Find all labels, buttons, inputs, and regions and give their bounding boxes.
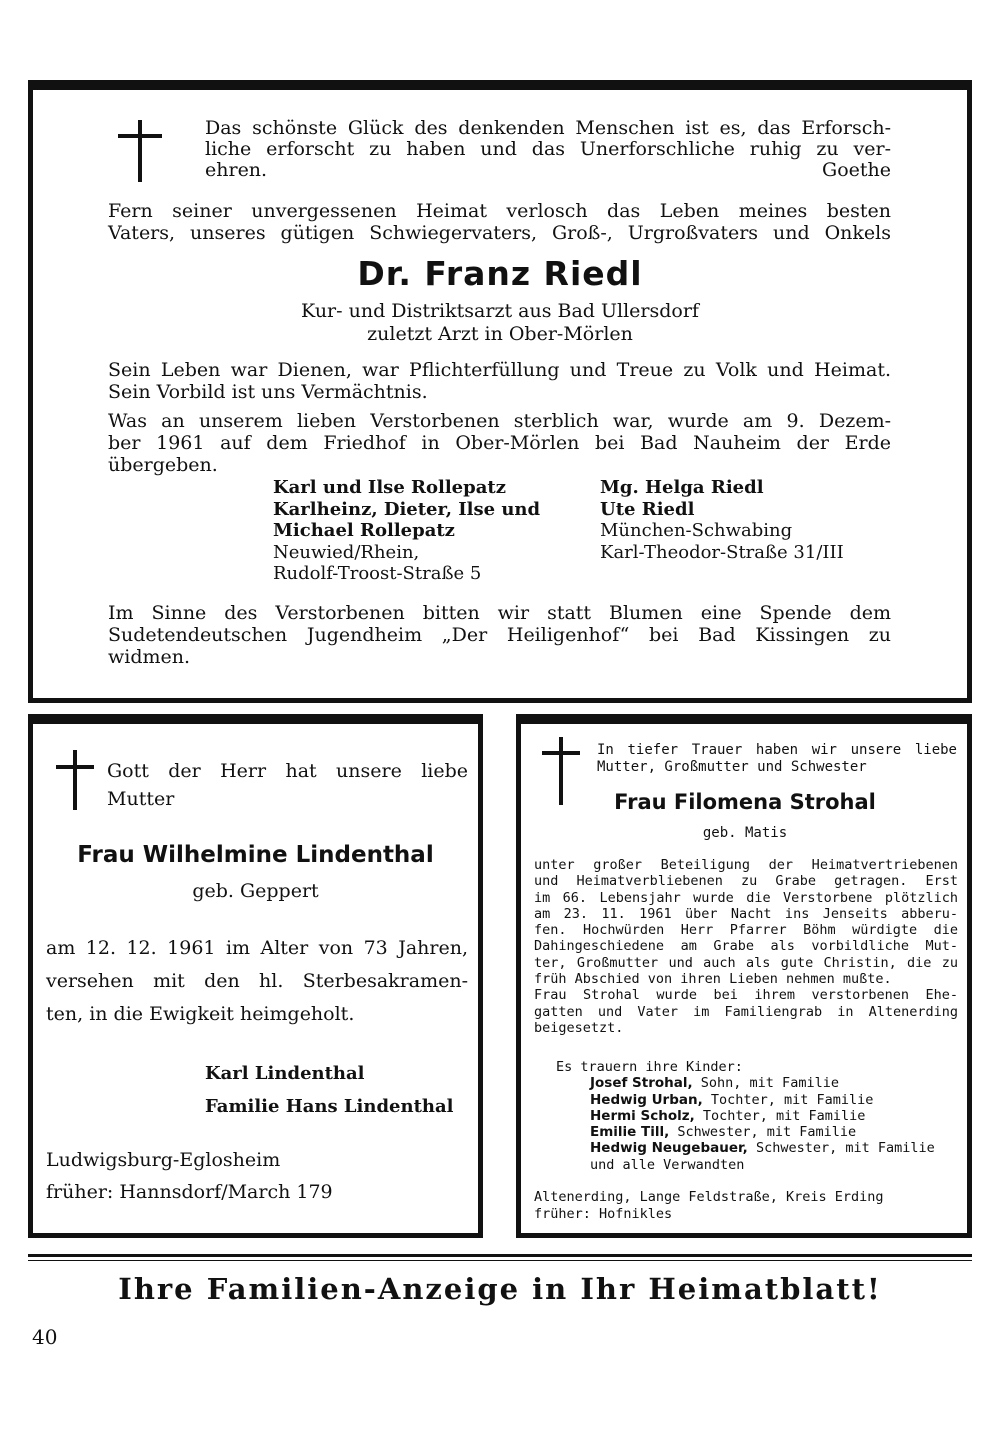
address <box>46 1144 333 1208</box>
intro-line: In tiefer Trauer haben wir unsere liebe <box>597 742 957 758</box>
mourner-name: Hedwig Neugebauer, <box>590 1140 748 1157</box>
cross-icon <box>118 120 162 182</box>
mourner-name: Mg. Helga Riedl <box>600 477 764 498</box>
text-line: ter, Großmutter und auch als gute Christin, die zu <box>534 954 958 971</box>
footer-rule <box>28 1254 972 1257</box>
intro-line: Gott der Herr hat unsere liebe <box>107 760 468 782</box>
text-line: ten, in die Ewigkeit heimgeholt. <box>46 1003 355 1025</box>
deceased-name: Dr. Franz Riedl <box>357 254 643 293</box>
mourner-entry <box>590 1140 935 1156</box>
mourners-left <box>273 477 540 585</box>
mourner-name: Josef Strohal, <box>590 1075 693 1092</box>
mourners-right <box>600 477 844 563</box>
quote-author: Goethe <box>822 159 891 181</box>
text-line: übergeben. <box>108 454 218 476</box>
quote-line: Das schönste Glück des denkenden Menschen ist es, das Erforsch- <box>205 117 891 139</box>
mourner-name: Karl und Ilse Rollepatz <box>273 477 506 498</box>
mourner-name: Michael Rollepatz <box>273 520 455 541</box>
quote-line: ehren. <box>205 159 268 181</box>
mourner-relation: Tochter, mit Familie <box>694 1107 866 1124</box>
mourner-name: Hermi Scholz, <box>590 1107 695 1124</box>
mourner-name: Familie Hans Lindenthal <box>205 1096 454 1117</box>
text-line: am 23. 11. 1961 über Nacht ins Jenseits abberu- <box>534 905 958 922</box>
mourner-address: Rudolf-Troost-Straße 5 <box>273 563 482 584</box>
mourner-relation: Schwester, mit Familie <box>747 1140 935 1157</box>
text-line: früh Abschied von ihren Lieben nehmen mußte. <box>534 971 892 988</box>
mourner-address: Karl-Theodor-Straße 31/III <box>600 541 844 563</box>
intro <box>597 742 957 776</box>
maiden-name: geb. Geppert <box>192 880 319 902</box>
maiden-name: geb. Matis <box>702 825 788 841</box>
title-line: zuletzt Arzt in Ober-Mörlen <box>367 323 633 345</box>
mourner-entry <box>590 1124 935 1140</box>
mourner-address: Neuwied/Rhein, <box>273 541 420 563</box>
intro <box>107 757 468 813</box>
deceased-name: Frau Wilhelmine Lindenthal <box>77 842 434 868</box>
quote <box>205 118 891 181</box>
mourner-address: München-Schwabing <box>600 520 793 541</box>
text-line: im 66. Lebensjahr wurde die Verstorbene plötzlich <box>534 889 958 906</box>
text-line: versehen mit den hl. Sterbesakramen- <box>46 970 468 992</box>
mourners-end: und alle Verwandten <box>590 1156 745 1173</box>
intro-line: Vaters, unseres gütigen Schwiegervaters, Groß-, Urgroßvaters und Onkels <box>108 222 891 244</box>
address-line: früher: Hannsdorf/March 179 <box>46 1181 333 1203</box>
obituary-text <box>534 857 958 1036</box>
intro-line: Mutter <box>107 788 175 810</box>
mourner-relation: Sohn, mit Familie <box>692 1075 839 1092</box>
footer-headline: Ihre Familien-Anzeige in Ihr Heimatblatt! <box>118 1272 882 1306</box>
text-line: Was an unserem lieben Verstorbenen sterblich war, wurde am 9. Dezem- <box>108 410 891 432</box>
address <box>534 1189 884 1222</box>
text-line: gatten und Vater im Familiengrab in Altenerding <box>534 1003 958 1020</box>
text-line: widmen. <box>108 646 191 668</box>
title-line: Kur- und Distriktsarzt aus Bad Ullersdorf <box>301 300 699 322</box>
text-line: beigesetzt. <box>534 1019 624 1036</box>
obituary-text <box>46 932 468 1031</box>
mourner-name: Karl Lindenthal <box>205 1063 365 1084</box>
intro <box>108 200 891 244</box>
text-line: unter großer Beteiligung der Heimatvertriebenen <box>534 857 958 873</box>
address-line: Altenerding, Lange Feldstraße, Kreis Erding <box>534 1189 884 1205</box>
text-paragraph-1 <box>108 359 891 403</box>
text-paragraph-3 <box>108 602 891 668</box>
mourner-entry <box>590 1108 935 1124</box>
text-line: fen. Hochwürden Herr Pfarrer Böhm würdigte die <box>534 922 958 939</box>
page-number: 40 <box>32 1325 58 1349</box>
mourner-name: Ute Riedl <box>600 498 695 520</box>
mourner-name: Karlheinz, Dieter, Ilse und <box>273 498 541 520</box>
mourner-entry <box>590 1092 935 1108</box>
text-line: Frau Strohal wurde bei ihrem verstorbenen Ehe- <box>534 987 958 1004</box>
quote-line: liche erforscht zu haben und das Unerforschliche ruhig zu ver- <box>205 138 891 160</box>
mourners-intro: Es trauern ihre Kinder: <box>556 1059 743 1075</box>
deceased-name: Frau Filomena Strohal <box>614 790 876 814</box>
cross-icon <box>56 750 94 810</box>
deceased-title <box>0 300 1000 346</box>
mourner-relation: Tochter, mit Familie <box>702 1091 874 1108</box>
text-line: Sein Leben war Dienen, war Pflichterfüllung und Treue zu Volk und Heimat. <box>108 359 891 381</box>
text-paragraph-2 <box>108 410 891 476</box>
mourners <box>556 1059 935 1173</box>
address-line: Ludwigsburg-Eglosheim <box>46 1149 281 1171</box>
address-line: früher: Hofnikles <box>534 1205 673 1222</box>
text-line: am 12. 12. 1961 im Alter von 73 Jahren, <box>46 937 468 959</box>
text-line: Sein Vorbild ist uns Vermächtnis. <box>108 381 428 403</box>
intro-line: Fern seiner unvergessenen Heimat verlosch das Leben meines besten <box>108 200 891 222</box>
mourners <box>205 1057 454 1123</box>
text-line: Sudetendeutschen Jugendheim „Der Heiligenhof“ bei Bad Kissingen zu <box>108 624 891 646</box>
mourner-name: Hedwig Urban, <box>590 1091 703 1108</box>
text-line: ber 1961 auf dem Friedhof in Ober-Mörlen bei Bad Nauheim der Erde <box>108 432 891 454</box>
text-line: Dahingeschiedene am Grabe als vorbildliche Mut- <box>534 938 958 955</box>
text-line: und Heimatverbliebenen zu Grabe getragen. Erst <box>534 873 958 890</box>
footer-rule <box>28 1260 972 1261</box>
mourner-entry <box>590 1075 935 1091</box>
text-line: Im Sinne des Verstorbenen bitten wir statt Blumen eine Spende dem <box>108 602 891 624</box>
intro-line: Mutter, Großmutter und Schwester <box>597 759 867 775</box>
mourner-relation: Schwester, mit Familie <box>669 1124 857 1141</box>
mourner-name: Emilie Till, <box>590 1124 670 1141</box>
